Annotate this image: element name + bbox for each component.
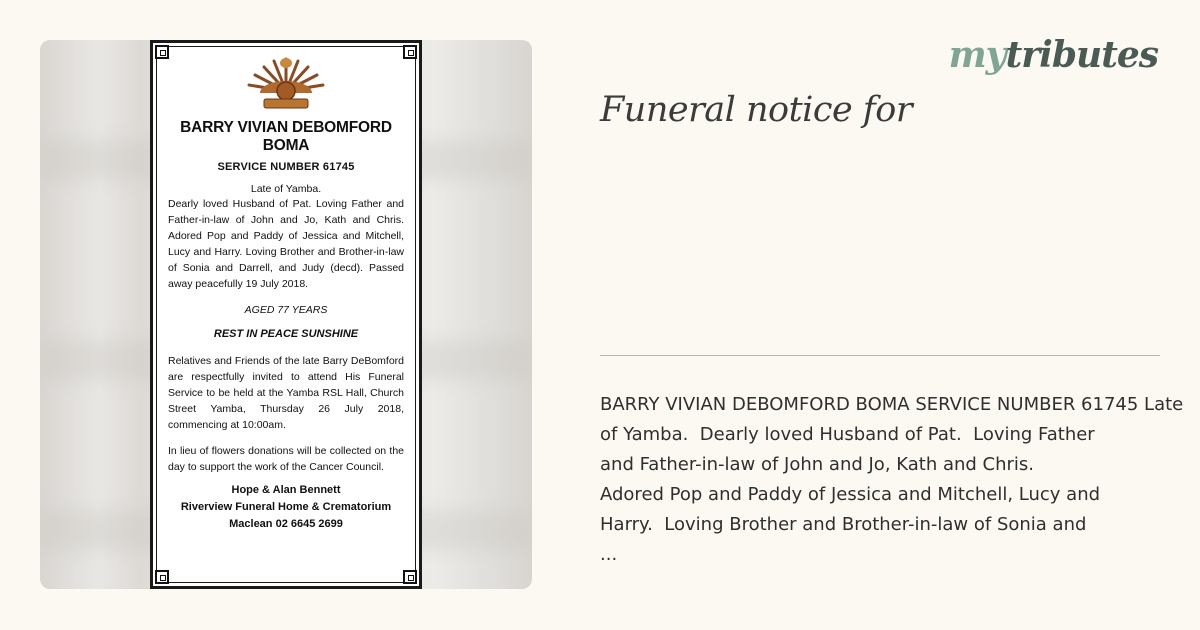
mytributes-logo[interactable]: [949, 34, 1158, 76]
deceased-name: BARRY VIVIAN DEBOMFORD BOMA: [180, 119, 392, 154]
director-names: Hope & Alan Bennett: [231, 484, 341, 496]
corner-ornament: [403, 570, 417, 584]
late-of: Late of Yamba.: [250, 183, 322, 195]
corner-ornament: [403, 45, 417, 59]
corner-ornament: [155, 45, 169, 59]
funeral-notice-card: [150, 40, 422, 589]
corner-ornament: [155, 570, 169, 584]
aged: AGED 77 YEARS: [244, 304, 328, 316]
notice-excerpt: BARRY VIVIAN DEBOMFORD BOMA SERVICE NUMBER 61745 Late of Yamba. Dearly loved Husband of Pat. Loving Father and Father-in-law of John and Jo, Kath and Chris. Adored Pop and Paddy of Jessica and Mitchell, Lucy and Harry. Loving Brother and Brother-in-law of Sonia and ...: [600, 394, 1184, 565]
rising-sun-badge-icon: [240, 53, 332, 113]
funeral-director: [163, 482, 409, 533]
logo-part-my: my: [948, 34, 1006, 76]
notice-image: [40, 40, 532, 589]
divider: [600, 355, 1160, 356]
service-number: SERVICE NUMBER 61745: [217, 161, 355, 173]
rest-in-peace: REST IN PEACE SUNSHINE: [213, 328, 359, 340]
director-phone: Maclean 02 6645 2699: [229, 518, 343, 530]
funeral-details: Relatives and Friends of the late Barry DeBomford are respectfully invited to attend His Funeral Service to be held at the Yamba RSL Hall, Church Street Yamba, Thursday 26 July 2018, commencing at 10:00am.: [168, 355, 404, 431]
page-heading: Funeral notice for: [600, 90, 913, 130]
director-company: Riverview Funeral Home & Crematorium: [180, 501, 392, 513]
flowers-note: In lieu of flowers donations will be collected on the day to support the work of the Cancer Council.: [168, 445, 404, 473]
logo-part-tributes: tributes: [1005, 34, 1158, 76]
notice-body: Dearly loved Husband of Pat. Loving Father and Father-in-law of John and Jo, Kath and Chris. Adored Pop and Paddy of Jessica and Mitchell, Lucy and Harry. Loving Brother and Brother-in-law of Sonia and Darrell, and Judy (decd). Passed away peacefully 19 July 2018.: [168, 198, 404, 290]
